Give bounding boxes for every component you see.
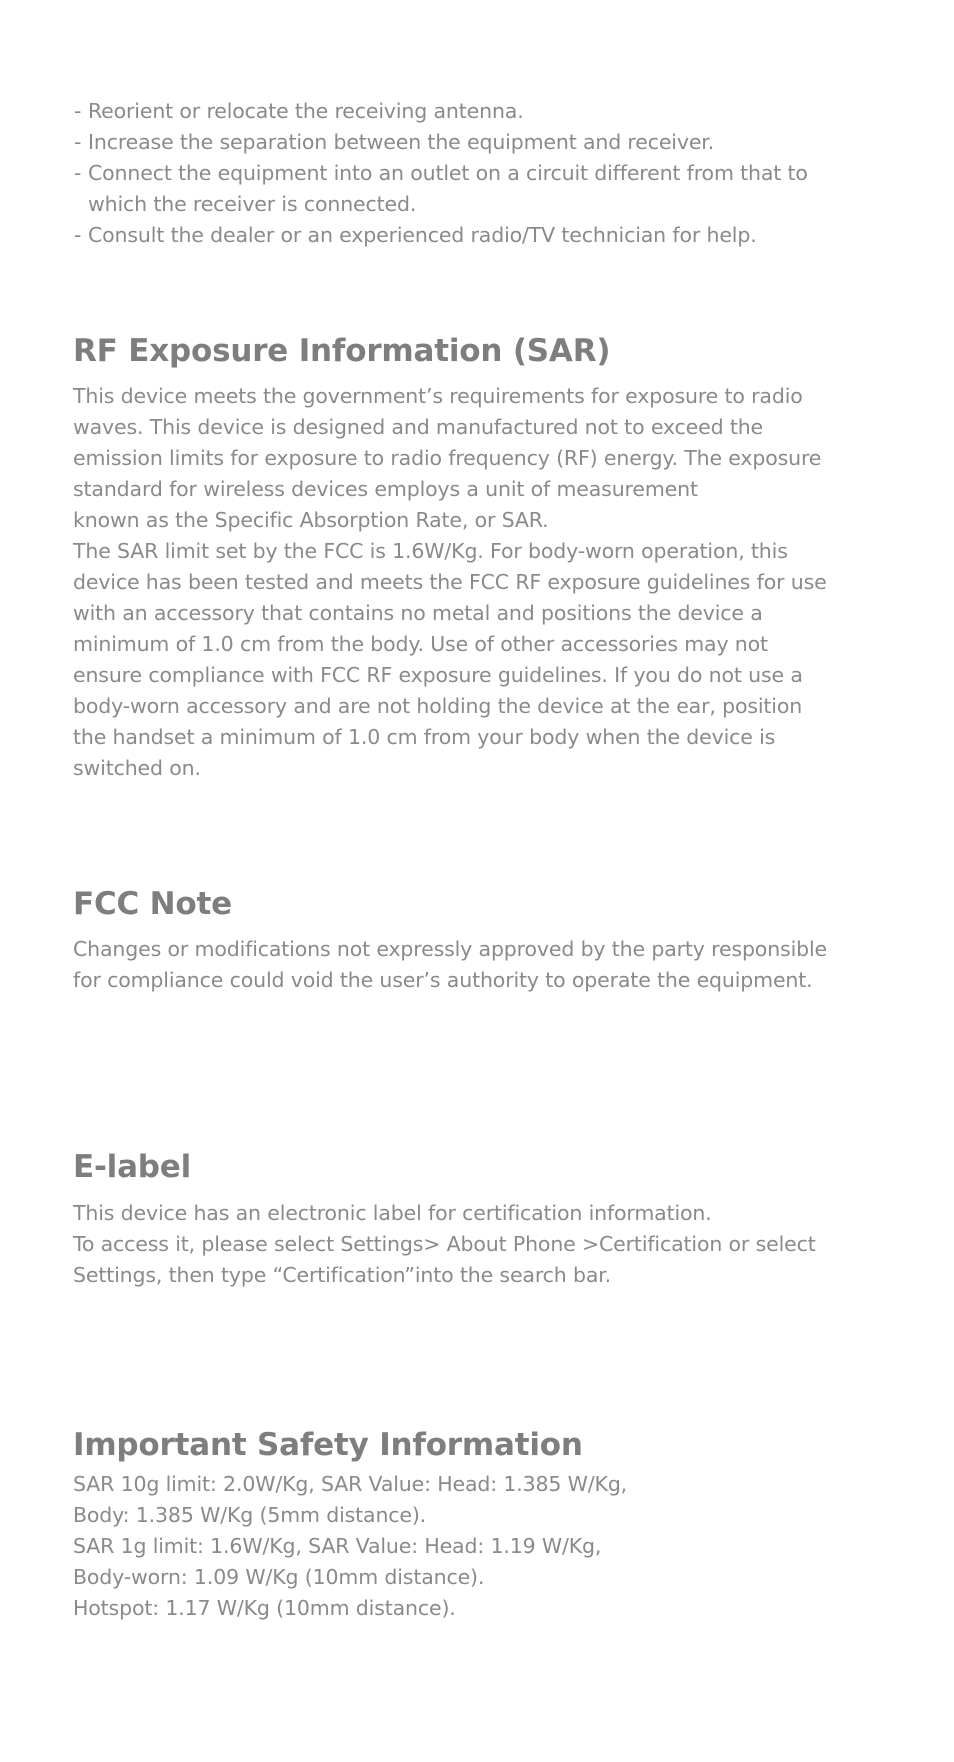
- rf-exposure-section: [73, 331, 903, 784]
- safety-section: [73, 1425, 903, 1624]
- bullet-item: [73, 96, 893, 127]
- interference-bullet-list: [73, 96, 893, 251]
- bullet-text: Reorient or relocate the receiving antenna.: [88, 99, 524, 123]
- bullet-item: [73, 220, 893, 251]
- bullet-marker: -: [74, 99, 82, 123]
- bullet-text: Connect the equipment into an outlet on a circuit different from that to which the receiver is connected.: [88, 161, 808, 216]
- safety-title: Important Safety Information: [73, 1427, 583, 1463]
- bullet-item: [73, 127, 893, 158]
- fcc-note-body: Changes or modifications not expressly approved by the party responsible for compliance could void the user’s authority to operate the equipment.: [73, 937, 827, 992]
- bullet-marker: -: [74, 223, 82, 247]
- bullet-text: Increase the separation between the equipment and receiver.: [88, 130, 715, 154]
- interference-list-container: [73, 96, 893, 251]
- fcc-note-title: FCC Note: [73, 886, 232, 922]
- fcc-note-section: [73, 884, 903, 996]
- bullet-marker: -: [74, 161, 82, 185]
- rf-exposure-title: RF Exposure Information (SAR): [73, 333, 611, 369]
- safety-body: SAR 10g limit: 2.0W/Kg, SAR Value: Head: 1.385 W/Kg, Body: 1.385 W/Kg (5mm distance). SAR 1g limit: 1.6W/Kg, SAR Value: Head: 1.19 W/Kg, Body-worn: 1.09 W/Kg (10mm distance). Hotspot: 1.17 W/Kg (10mm distance).: [73, 1472, 628, 1620]
- bullet-marker: -: [74, 130, 82, 154]
- e-label-body: This device has an electronic label for certification information. To access it, please select Settings> About Phone >Certification or select Settings, then type “Certification”into the search bar.: [73, 1201, 816, 1287]
- e-label-section: [73, 1147, 903, 1291]
- e-label-title: E-label: [73, 1149, 192, 1185]
- rf-exposure-body: This device meets the government’s requirements for exposure to radio waves. This device is designed and manufactured not to exceed the emission limits for exposure to radio frequency (RF) energy. The exposure standard for wireless devices employs a unit of measurement known as the Specific Absorption Rate, or SAR. The SAR limit set by the FCC is 1.6W/Kg. For body-worn operation, this device has been tested and meets the FCC RF exposure guidelines for use with an accessory that contains no metal and positions the device a minimum of 1.0 cm from the body. Use of other accessories may not ensure compliance with FCC RF exposure guidelines. If you do not use a body-worn accessory and are not holding the device at the ear, position the handset a minimum of 1.0 cm from your body when the device is switched on.: [73, 384, 827, 780]
- bullet-text: Consult the dealer or an experienced radio/TV technician for help.: [88, 223, 757, 247]
- bullet-item: [73, 158, 893, 220]
